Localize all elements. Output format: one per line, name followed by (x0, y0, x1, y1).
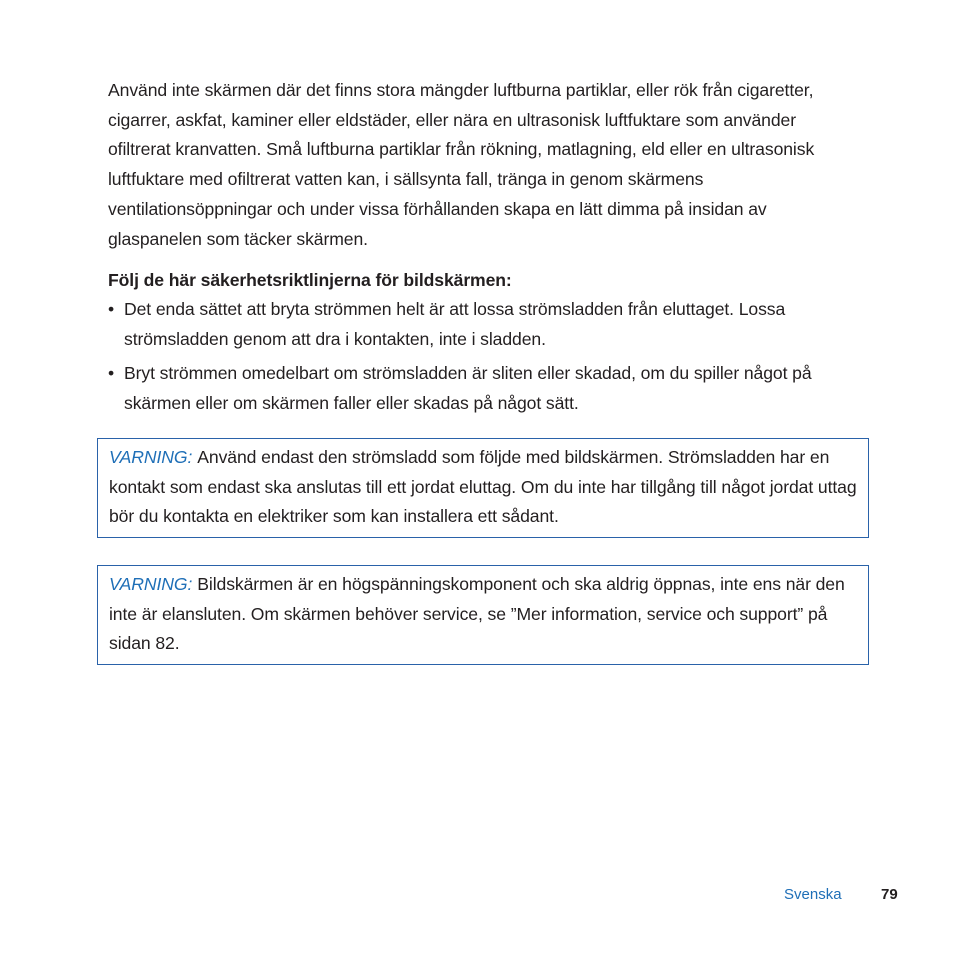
bullet-icon: • (108, 363, 115, 384)
guidelines-list (108, 295, 868, 424)
intro-paragraph: Använd inte skärmen där det finns stora mängder luftburna partiklar, eller rök från cigaretter, cigarrer, askfat, kaminer eller eldstäder, eller nära en ultrasonisk luftfuktare som använder ofiltrerat kranvatten. Små luftburna partiklar från rökning, matlagning, eld eller en ultrasonisk luftfuktare med ofiltrerat vatten kan, i sällsynta fall, tränga in genom skärmens ventilationsöppningar och under vissa förhållanden skapa en lätt dimma på insidan av glaspanelen som täcker skärmen. (108, 80, 815, 249)
list-item (108, 295, 868, 354)
warning-label: VARNING: (109, 574, 193, 594)
warning-text: Använd endast den strömsladd som följde med bildskärmen. Strömsladden har en kontakt som endast ska anslutas till ett jordat eluttag. Om du inte har tillgång till något jordat uttag bör du kontakta en elektriker som kan installera ett sådant. (109, 447, 857, 527)
list-item (108, 359, 868, 418)
bullet-text: Det enda sättet att bryta strömmen helt är att lossa strömsladden från eluttaget. Lossa strömsladden genom att dra i kontakten, inte i sladden. (124, 299, 786, 349)
warning-box (97, 565, 869, 665)
warning-box (97, 438, 869, 538)
guidelines-heading: Följ de här säkerhetsriktlinjerna för bildskärmen: (108, 270, 512, 290)
warning-text: Bildskärmen är en högspänningskomponent och ska aldrig öppnas, inte ens när den inte är elansluten. Om skärmen behöver service, se ”Mer information, service och support” på sidan 82. (109, 574, 845, 654)
page-number: 79 (881, 886, 898, 903)
bullet-text: Bryt strömmen omedelbart om strömsladden är sliten eller skadad, om du spiller något på skärmen eller om skärmen faller eller skadas på något sätt. (124, 363, 812, 414)
footer-language: Svenska (784, 886, 842, 903)
warning-label: VARNING: (109, 447, 193, 467)
bullet-icon: • (108, 299, 115, 319)
